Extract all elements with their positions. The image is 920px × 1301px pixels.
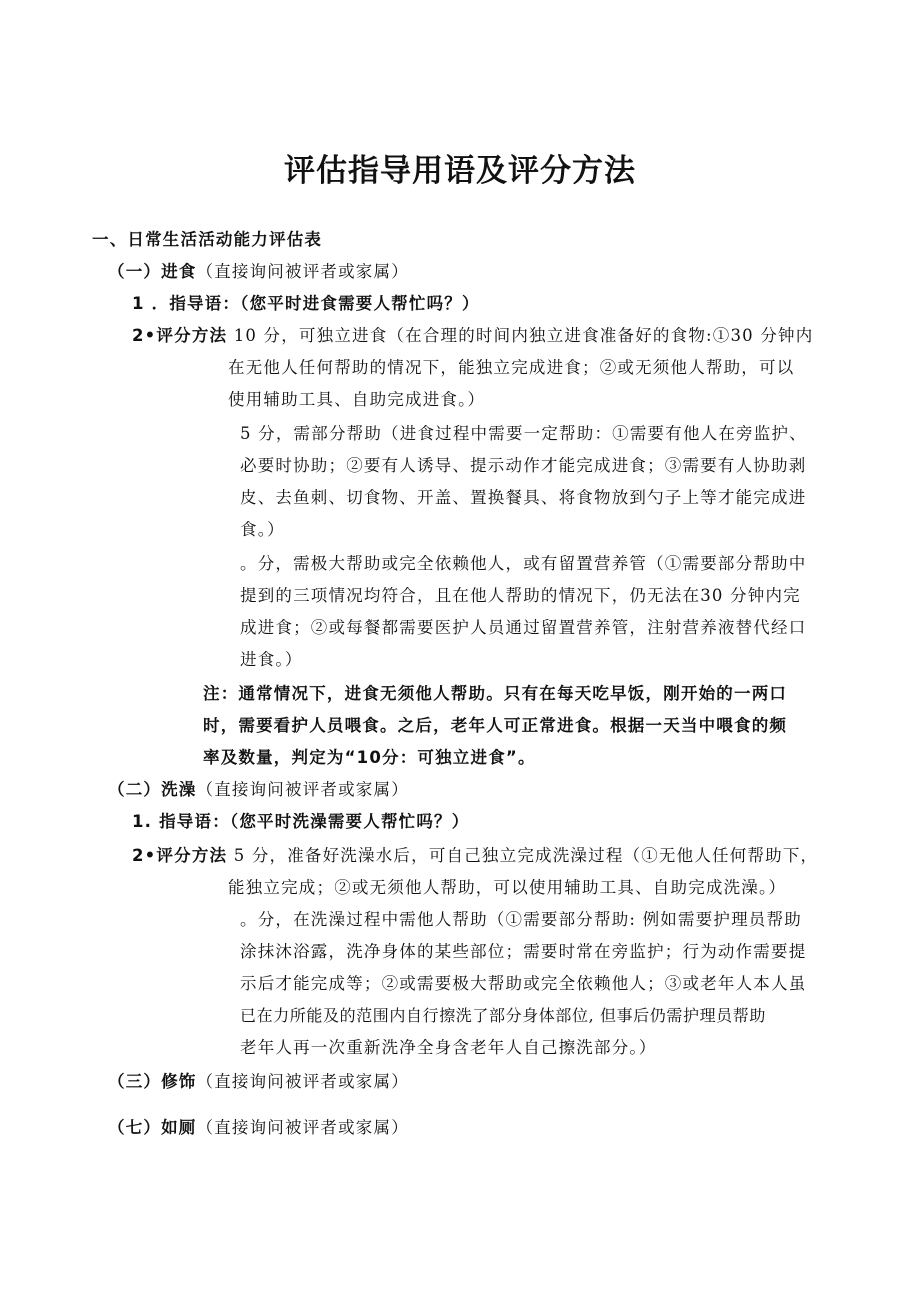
eating-score0-text-3: 成进食；②或每餐都需要医护人员通过留置营养管，注射营养液替代经口 (240, 618, 807, 637)
bathing-method-line-1 (132, 844, 818, 868)
bathing-score5-text-1: 5 分，准备好洗澡水后，可自己独立完成洗澡过程（①无他人任何帮助下， (233, 846, 819, 865)
subsection-grooming-note: （直接询问被评者或家属） (196, 1072, 409, 1091)
eating-score10-text-2: 在无他人任何帮助的情况下，能独立完成进食；②或无须他人帮助，可以 (228, 358, 795, 377)
subsection-eating-label: （一）进食 (108, 262, 197, 281)
eating-method-label: 2•评分方法 (132, 326, 228, 345)
bathing-method-label: 2•评分方法 (132, 846, 228, 865)
bathing-score0-text-1: 。分，在洗澡过程中需他人帮助（①需要部分帮助: 例如需要护理员帮助 (240, 910, 802, 929)
eating-score0-text-2: 提到的三项情况均符合，且在他人帮助的情况下，仍无法在30 分钟内完 (240, 586, 801, 605)
bathing-score5-text-2: 能独立完成；②或无须他人帮助，可以使用辅助工具、自助完成洗澡。） (228, 878, 787, 897)
bathing-score0-text-2: 涂抹沐浴露，洗净身体的某些部位；需要时常在旁监护；行为动作需要提 (240, 942, 807, 961)
eating-score10-text-1: 10 分，可独立进食（在合理的时间内独立进食准备好的食物:①30 分钟内 (233, 326, 814, 345)
subsection-grooming (108, 1070, 409, 1094)
eating-score0-text-1: 。分，需极大帮助或完全依赖他人，或有留置营养管（①需要部分帮助中 (240, 554, 807, 573)
section-heading-adl: 一、日常生活活动能力评估表 (92, 230, 323, 249)
subsection-bathing-note: （直接询问被评者或家属） (196, 780, 409, 799)
bathing-score0-text-5: 老年人再一次重新洗净全身含老年人自己擦洗部分。） (240, 1038, 657, 1057)
eating-score10-text-3: 使用辅助工具、自助完成进食。） (228, 390, 486, 409)
subsection-bathing (108, 778, 409, 802)
eating-guide: 1 ．指导语：（您平时进食需要人帮忙吗？） (132, 294, 480, 313)
eating-score5-text-3: 皮、去鱼刺、切食物、开盖、置换餐具、将食物放到勺子上等才能完成进 (240, 488, 807, 507)
bathing-guide: 1. 指导语：（您平时洗澡需要人帮忙吗？） (132, 812, 470, 831)
subsection-eating-note: （直接询问被评者或家属） (196, 262, 409, 281)
page-title: 评估指导用语及评分方法 (284, 153, 636, 189)
subsection-grooming-label: （三）修饰 (108, 1072, 197, 1091)
eating-score0-text-4: 进食。） (240, 650, 303, 669)
subsection-toilet (108, 1116, 409, 1140)
eating-score5-text-2: 必要时协助；②要有人诱导、提示动作才能完成进食；③需要有人协助剥 (240, 456, 807, 475)
eating-score5-text-1: 5 分，需部分帮助（进食过程中需要一定帮助：①需要有他人在旁监护、 (240, 424, 807, 443)
subsection-bathing-label: （二）洗澡 (108, 780, 197, 799)
eating-score5-text-4: 食。） (240, 520, 285, 539)
subsection-toilet-label: （七）如厕 (108, 1118, 197, 1137)
subsection-eating (108, 260, 409, 284)
subsection-toilet-note: （直接询问被评者或家属） (196, 1118, 409, 1137)
bathing-score0-text-4: 已在力所能及的范围内自行擦洗了部分身体部位, 但事后仍需护理员帮助 (240, 1006, 766, 1025)
eating-remark-1: 注：通常情况下，进食无须他人帮助。只有在每天吃早饭，刚开始的一两口 (203, 684, 788, 703)
eating-method-line-1 (132, 324, 813, 348)
eating-remark-2: 时，需要看护人员喂食。之后，老年人可正常进食。根据一天当中喂食的频 (203, 716, 788, 735)
eating-remark-3: 率及数量，判定为“10分：可独立进食”。 (203, 748, 536, 767)
bathing-score0-text-3: 示后才能完成等；②或需要极大帮助或完全依赖他人；③或老年人本人虽 (240, 974, 807, 993)
